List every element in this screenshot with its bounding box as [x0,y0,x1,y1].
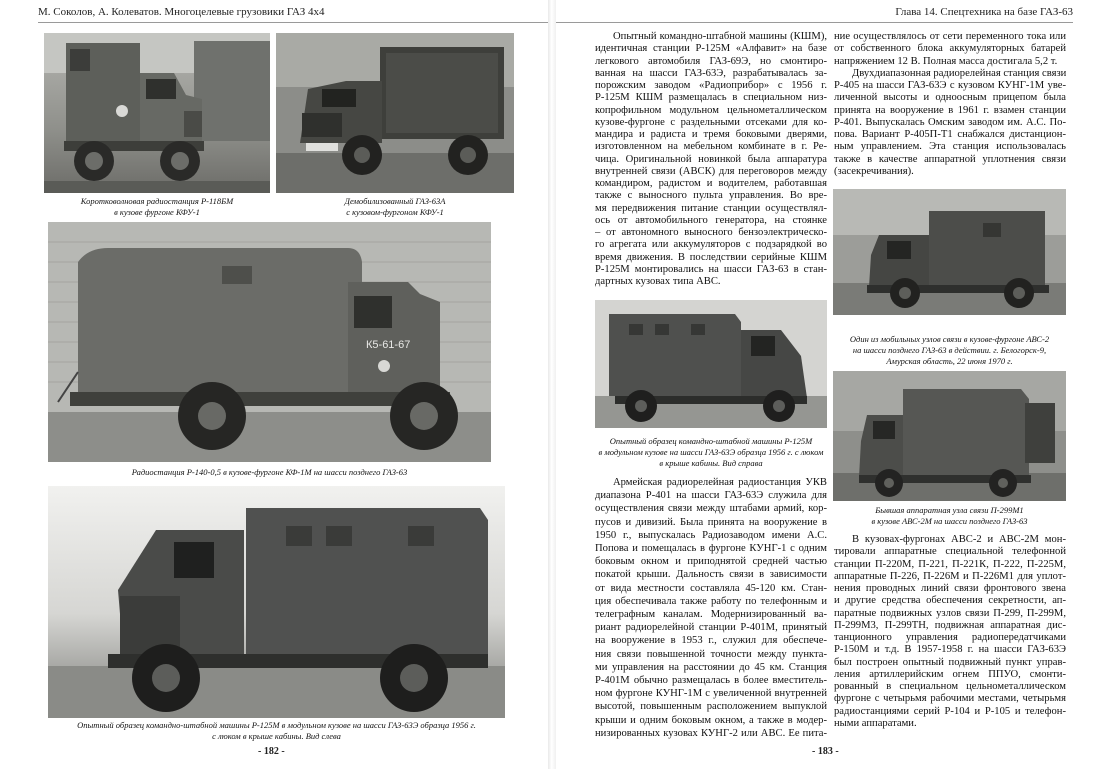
left-running-head: М. Соколов, А. Колеватов. Многоцелевые грузовики ГАЗ 4х4 [38,6,325,18]
text-col2-top: ние осуществлялось от сети переменного тока или от собственного блока аккумуляторных батарей напряжением 12 В. Полная масса достигала 5,2 т. Двухдиапазонная радиорелейная станция связи Р-405 на шасси ГАЗ-63Э с кузовом КУНГ-1М уве- личенной высоты и одноосным прицепом была принята на вооружение в 1961 г. взамен станции Р-401. Выпускалась Омским заводом им. А.С. По- пова. Вариант Р-405П-Т1 снабжался дистанцион- ным управлением. Эта станция использовалась также в качестве аппаратной уплотнения связи (засекречивания). [834,31,1066,177]
col2-photo-2-caption: Бывшая аппаратная узла связи П-299М1 в кузове АВС-2М на шасси позднего ГАЗ-63 [871,505,1028,526]
photo-r125m-right-view [595,300,827,428]
photo-1-caption: Коротковолновая радиостанция Р-118БМ в кузове фургоне КФУ-1 [80,196,234,217]
photo-p299m1-avs2m [833,371,1066,501]
photo-4-caption: Опытный образец командно-штабной машины Р-125М в модульном кузове на шасси ГАЗ-63Э образца 1956 г. с люком в крыше кабины. Вид слева [77,720,476,741]
photo-3-caption: Радиостанция Р-140-0,5 в кузове-фургоне КФ-1М на шасси позднего ГАЗ-63 [131,467,408,477]
text-col1-bottom: Армейская радиорелейная радиостанция УКВ диапазона Р-401 на шасси ГАЗ-63Э служила для осуществления связи между штабами армий, кор- пусов и дивизий. Была принята на вооружение в 1950 г., выпускалась Радиозаводом имени А.С. Попова и помещалась в фургоне КУНГ-1 с одним боковым окном и приподнятой средней частью покатой крыши. Дальность связи в зависимости от вида местности составляла 45-120 км. Стан- ция обеспечивала также работу по телефонным и телеграфным каналам. Модернизированный ва- риант радиорелейной станции Р-401М, принятый на вооружение в 1953 г., служил для обеспече- ния связи повышенной точности между пункта- ми управления на расстоянии до 45 км. Станция Р-401М обычно размещалась в более вместитель- ном фургоне КУНГ-1М с увеличенной внутренней высотой, повышенным расположением выпуклой крыши и одним боковым окном, а также в модер- низированных кузовах КУНГ-2 или АВС. Ее пита- [595,477,827,739]
col2-photo-1-caption: Один из мобильных узлов связи в кузове-фургоне АВС-2 на шасси позднего ГАЗ-63 в действии. г. Белогорск-9, Амурская область, 22 июня 1970 г. [849,334,1050,366]
right-head-rule [556,22,1073,23]
right-page [556,0,1107,769]
photo-r118bm-truck [44,33,270,193]
photo-r140-kf1m-truck [48,222,491,462]
photo-gaz63a-kfu1 [276,33,514,193]
right-page-number: - 183 - [812,746,839,757]
left-page-number: - 182 - [258,746,285,757]
book-gutter [548,0,556,769]
photo-2-caption: Демобилизованный ГАЗ-63А с кузовом-фургоном КФУ-1 [344,196,446,217]
left-head-rule [38,22,548,23]
text-col2-bottom: В кузовах-фургонах АВС-2 и АВС-2М мон- тировали аппаратные специальной телефонной станции П-220М, П-221, П-221К, П-222, П-225М, аппаратные П-226, П-226М и П-226М1 для уплот- нения проводных линий связи фронтового звена и другие средства обеспечения секретности, ап- паратные подвижных узлов связи П-299, П-299М, П-299М3, П-299ТН, подвижная аппаратная дис- танционного управления радиопередатчиками Р-150М и т.д. В 1957-1958 г. на шасси ГАЗ-63Э был построен опытный подвижный пункт управ- ления артиллерийским огнем ППУО, смонти- рованный в специальном цельнометаллическом фургоне с четырьмя рабочими местами, четырьмя радиостанциями серий Р-104 и Р-105 и телефон- ными аппаратами. [834,534,1066,729]
col1-photo-caption: Опытный образец командно-штабной машины Р-125М в модульном кузове на шасси ГАЗ-63Э образца 1956 г. с люком в крыше кабины. Вид справа [598,436,824,468]
plate-text: К5-61-67 [366,339,411,351]
photo-r125m-left-view [48,486,505,718]
photo-avs2-mobile-node [833,189,1066,315]
right-running-head: Глава 14. Спецтехника на базе ГАЗ-63 [895,6,1073,18]
text-col1-top: Опытный командно-штабной машины (КШМ), идентичная станции Р-125М «Алфавит» на базе легкового автомобиля ГАЗ-69Э, но смонтиро- ванная на шасси ГАЗ-63Э, разрабатывалась за- порожским заводом «Радиоприбор» с 1956 г. Р-125М КШМ размещалась в специальном низ- копрофильном модульном цельнометаллическом кузове-фургоне с раздельными отсеками для ко- мандира и радиста и тремя боковыми дверями, изготовленном на мебельном комбинате в г. Ре- чица. Оригинальной новинкой была аппаратура внутренней связи (АВСК) для переговоров между командиром, радистом и водителем, работавшая также с выносного пульта управления. Во вре- мя передвижения питание станции осуществлял- ось от автомобильного генератора, на стоянке – от автономного выносного бензоэлектрическо- го агрегата или аккумуляторов с подзарядкой во время движения. В последствии серийные КШМ Р-125М монтировались на шасси ГАЗ-63 в стан- дартных кузовах типа АВС. [595,31,827,287]
left-page [0,0,548,769]
